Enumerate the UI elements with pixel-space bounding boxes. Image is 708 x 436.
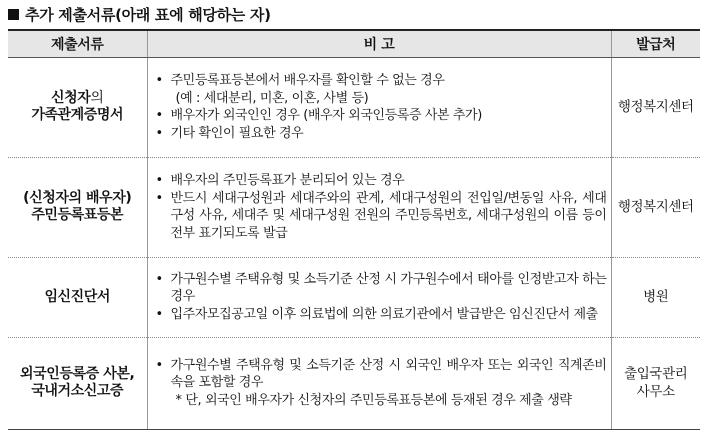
bullet-icon: • (155, 173, 163, 188)
bullet-icon: • (155, 108, 163, 123)
issuer-cell (611, 337, 700, 429)
remark-item: • 기타 확인이 필요한 경우 (155, 125, 304, 141)
document-cell (8, 57, 147, 157)
bullet-icon: • (155, 306, 163, 322)
header-remarks: 비 고 (147, 30, 611, 57)
document-cell: 임신진단서 (8, 257, 147, 337)
document-cell (8, 157, 147, 257)
documents-table (8, 29, 700, 430)
square-bullet-icon (8, 9, 19, 20)
document-cell (8, 337, 147, 429)
document-name-line2: 국내거소신고증 (31, 383, 124, 399)
header-document: 제출서류 (8, 30, 147, 57)
remark-item: • 주민등록표등본에서 배우자를 확인할 수 없는 경우 (155, 73, 445, 88)
remark-item: • 입주자모집공고일 이후 의료법에 의한 의료기관에서 발급받은 임신진단서 제출 (155, 306, 598, 322)
document-name-line1: 신청자의 (51, 90, 104, 106)
section-title (8, 2, 271, 28)
remarks-cell (147, 337, 611, 429)
bullet-icon: • (155, 125, 163, 141)
remarks-cell (147, 257, 611, 337)
table-row (8, 337, 700, 429)
bullet-icon: • (155, 73, 163, 88)
table-row (8, 157, 700, 257)
remark-item: • 배우자의 주민등록표가 분리되어 있는 경우 (155, 173, 405, 188)
table-header-row (8, 30, 700, 57)
bullet-icon: • (155, 271, 163, 287)
issuer-line2: 사무소 (636, 384, 675, 400)
remarks-cell (147, 57, 611, 157)
document-name-line1: (신청자의 배우자) (23, 190, 132, 206)
issuer-cell: 행정복지센터 (611, 57, 700, 157)
issuer-cell: 행정복지센터 (611, 157, 700, 257)
issuer-line1: 출입국관리 (624, 366, 688, 382)
remark-footnote: * 단, 외국인 배우자가 신청자의 주민등록표등본에 등재된 경우 제출 생략 (175, 392, 572, 408)
issuer-cell: 병원 (611, 257, 700, 337)
document-name-line2: 가족관계증명서 (31, 107, 124, 123)
bullet-icon: • (155, 357, 163, 373)
table-row (8, 57, 700, 157)
bullet-icon: • (155, 190, 163, 206)
remarks-cell (147, 157, 611, 257)
table-row (8, 257, 700, 337)
remark-item: • 가구원수별 주택유형 및 소득기준 산정 시 가구원수에서 태아를 인정받고자 하는 경우 (155, 271, 607, 305)
remark-item: • 가구원수별 주택유형 및 소득기준 산정 시 외국인 배우자 또는 외국인 직계존비속을 포함할 경우 (155, 357, 607, 391)
document-name-line1: 외국인등록증 사본, (20, 366, 135, 382)
remark-item: • 반드시 세대구성원과 세대주와의 관계, 세대구성원의 전입일/변동일 사유, 세대구성 사유, 세대주 및 세대구성원 전원의 주민등록번호, 세대구성원의 이름 등이 전부 표기되도록 발급 (155, 190, 607, 241)
remark-subnote: (예 : 세대분리, 미혼, 이혼, 사별 등) (175, 90, 369, 106)
document-name-line2: 주민등록표등본 (31, 207, 124, 223)
section-title-text: 추가 제출서류(아래 표에 해당하는 자) (25, 6, 271, 24)
header-issuer: 발급처 (611, 30, 700, 57)
remark-item: • 배우자가 외국인인 경우 (배우자 외국인등록증 사본 추가) (155, 108, 482, 123)
